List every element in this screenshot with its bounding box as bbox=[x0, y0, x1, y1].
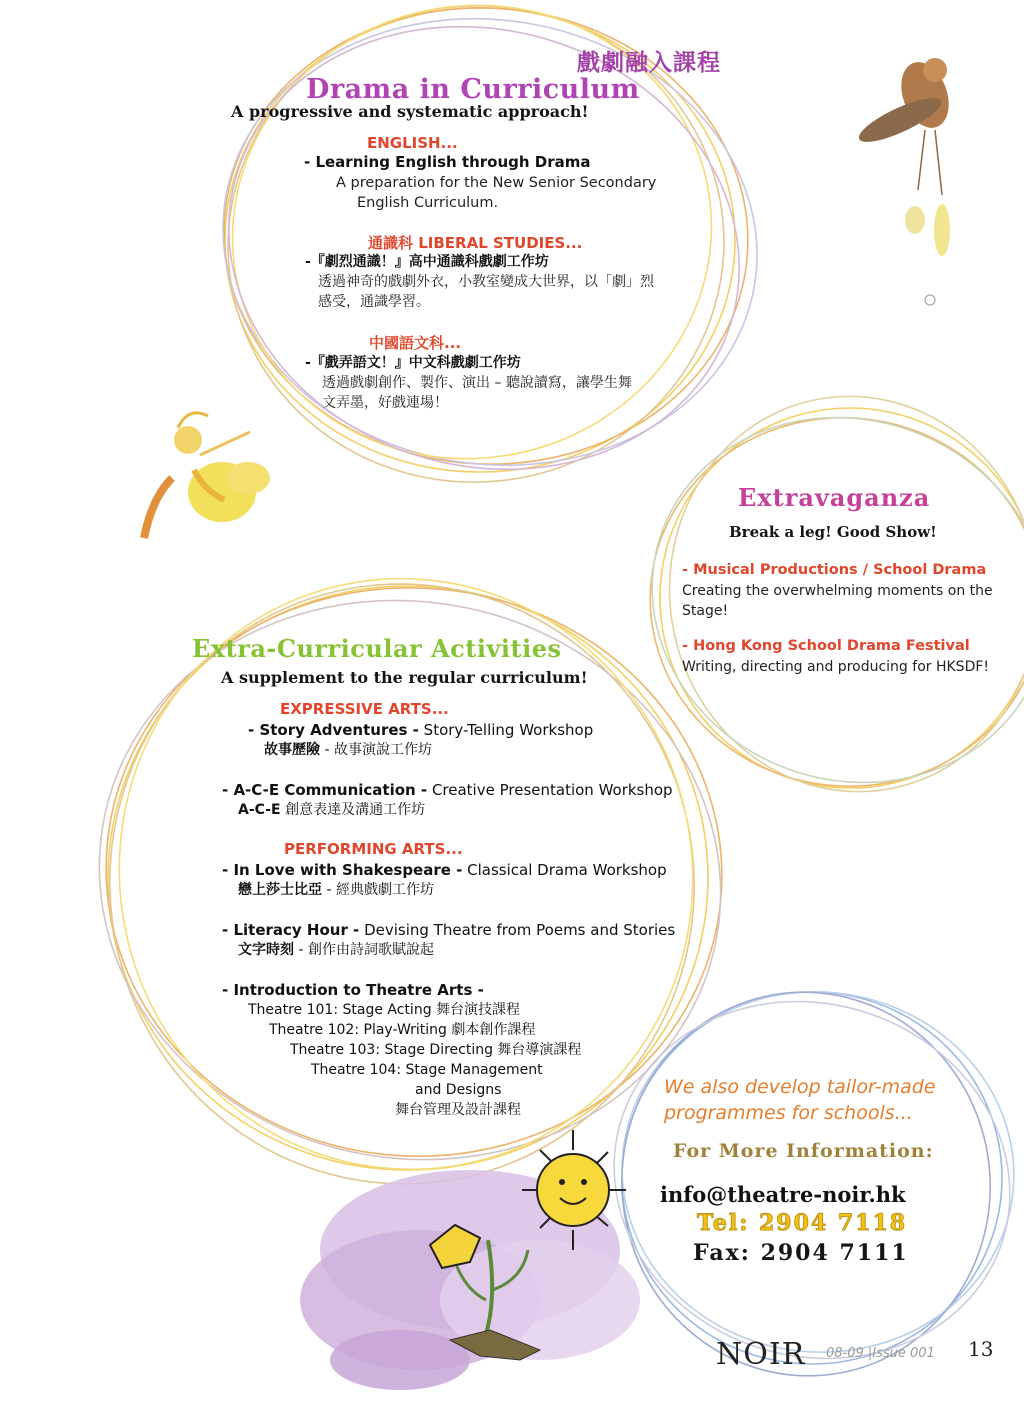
shakespeare-zh bbox=[238, 880, 434, 900]
extravaganza-subtitle: Break a leg! Good Show! bbox=[729, 523, 937, 541]
theatre-103: Theatre 103: Stage Directing 舞台導演課程 bbox=[290, 1042, 582, 1058]
theatre-arts-intro-title: - Introduction to Theatre Arts - bbox=[222, 981, 484, 999]
chinese-heading: 中國語文科... bbox=[369, 334, 462, 352]
tailor-made-note-line1: We also develop tailor-made bbox=[664, 1076, 936, 1098]
english-desc-line1: A preparation for the New Senior Secondary bbox=[336, 175, 657, 191]
literacy-hour-zh-title: 文字時刻 bbox=[238, 942, 294, 958]
story-adventures-item bbox=[248, 720, 593, 740]
shakespeare-zh-desc: - 經典戲劇工作坊 bbox=[322, 882, 434, 898]
musical-productions-heading: - Musical Productions / School Drama bbox=[682, 562, 987, 578]
musical-productions-desc-line1: Creating the overwhelming moments on the bbox=[682, 583, 993, 599]
chinese-desc-line1: 透過戲劇創作、製作、演出 – 聽說讀寫，讓學生舞 bbox=[322, 375, 632, 391]
english-item: - Learning English through Drama bbox=[304, 153, 591, 171]
drama-title: Drama in Curriculum bbox=[306, 74, 640, 105]
literacy-hour-desc: Devising Theatre from Poems and Stories bbox=[359, 921, 676, 939]
ace-communication-desc: Creative Presentation Workshop bbox=[427, 781, 673, 799]
shakespeare-item bbox=[222, 860, 667, 880]
fairy-illustration-left bbox=[144, 413, 270, 538]
theatre-101: Theatre 101: Stage Acting 舞台演技課程 bbox=[248, 1002, 521, 1018]
story-adventures-zh-desc: - 故事演說工作坊 bbox=[320, 742, 432, 758]
ace-communication-title: - A-C-E Communication - bbox=[222, 781, 428, 799]
more-info-heading: For More Information: bbox=[673, 1140, 934, 1162]
literacy-hour-item bbox=[222, 920, 675, 940]
story-adventures-desc: Story-Telling Workshop bbox=[418, 721, 594, 739]
theatre-104-line3: 舞台管理及設計課程 bbox=[395, 1102, 521, 1118]
ace-communication-zh-title: A-C-E bbox=[238, 802, 281, 818]
shakespeare-zh-title: 戀上莎士比亞 bbox=[238, 882, 322, 898]
drama-title-chinese: 戲劇融入課程 bbox=[577, 50, 721, 76]
theatre-104-line2: and Designs bbox=[415, 1082, 502, 1098]
shakespeare-desc: Classical Drama Workshop bbox=[462, 861, 667, 879]
english-heading: ENGLISH... bbox=[367, 134, 458, 152]
page-number: 13 bbox=[968, 1337, 994, 1361]
ace-communication-item bbox=[222, 780, 673, 800]
ace-communication-zh bbox=[238, 800, 425, 820]
english-desc-line2: English Curriculum. bbox=[357, 195, 499, 211]
drama-subtitle: A progressive and systematic approach! bbox=[231, 102, 589, 121]
eca-title: Extra-Curricular Activities bbox=[192, 634, 562, 663]
literacy-hour-zh-desc: - 創作由詩詞歌賦說起 bbox=[294, 942, 434, 958]
literacy-hour-title: - Literacy Hour - bbox=[222, 921, 360, 939]
theatre-104-line1: Theatre 104: Stage Management bbox=[311, 1062, 543, 1078]
liberal-studies-heading: 通識科 LIBERAL STUDIES... bbox=[368, 234, 583, 252]
theatre-102: Theatre 102: Play-Writing 劇本創作課程 bbox=[269, 1022, 536, 1038]
literacy-hour-zh bbox=[238, 940, 434, 960]
hksdf-desc: Writing, directing and producing for HKSDF! bbox=[682, 659, 990, 675]
hksdf-heading: - Hong Kong School Drama Festival bbox=[682, 638, 970, 654]
performing-arts-heading: PERFORMING ARTS... bbox=[284, 840, 463, 858]
story-adventures-zh-title: 故事歷險 bbox=[264, 742, 320, 758]
contact-telephone: Tel: 2904 7118 bbox=[697, 1210, 908, 1236]
contact-fax: Fax: 2904 7111 bbox=[693, 1240, 909, 1266]
chinese-item: -『戲弄語文！』中文科戲劇工作坊 bbox=[305, 355, 521, 371]
issue-label: 08-09 |Issue 001 bbox=[826, 1346, 935, 1361]
story-adventures-zh bbox=[264, 740, 432, 760]
tailor-made-note-line2: programmes for schools... bbox=[664, 1102, 913, 1124]
liberal-studies-item: -『劇烈通識！』高中通識科戲劇工作坊 bbox=[305, 254, 549, 270]
musical-productions-desc-line2: Stage! bbox=[682, 603, 729, 619]
noir-logo: NOIR bbox=[716, 1337, 806, 1372]
cloud-sun-flower-illustration bbox=[300, 1130, 640, 1390]
extravaganza-title: Extravaganza bbox=[738, 483, 931, 512]
story-adventures-title: - Story Adventures - bbox=[248, 721, 419, 739]
expressive-arts-heading: EXPRESSIVE ARTS... bbox=[280, 700, 449, 718]
contact-email[interactable]: info@theatre-noir.hk bbox=[660, 1182, 906, 1207]
liberal-studies-desc-line1: 透過神奇的戲劇外衣，小教室變成大世界，以「劇」烈 bbox=[318, 274, 654, 290]
fairy-illustration-top-right bbox=[854, 56, 957, 305]
shakespeare-title: - In Love with Shakespeare - bbox=[222, 861, 463, 879]
ace-communication-zh-desc: 創意表達及溝通工作坊 bbox=[280, 802, 426, 818]
scribble-circle-contact bbox=[567, 951, 1024, 1403]
chinese-desc-line2: 文弄墨，好戲連場！ bbox=[322, 395, 448, 411]
liberal-studies-desc-line2: 感受，通識學習。 bbox=[318, 294, 430, 310]
eca-subtitle: A supplement to the regular curriculum! bbox=[221, 668, 588, 687]
